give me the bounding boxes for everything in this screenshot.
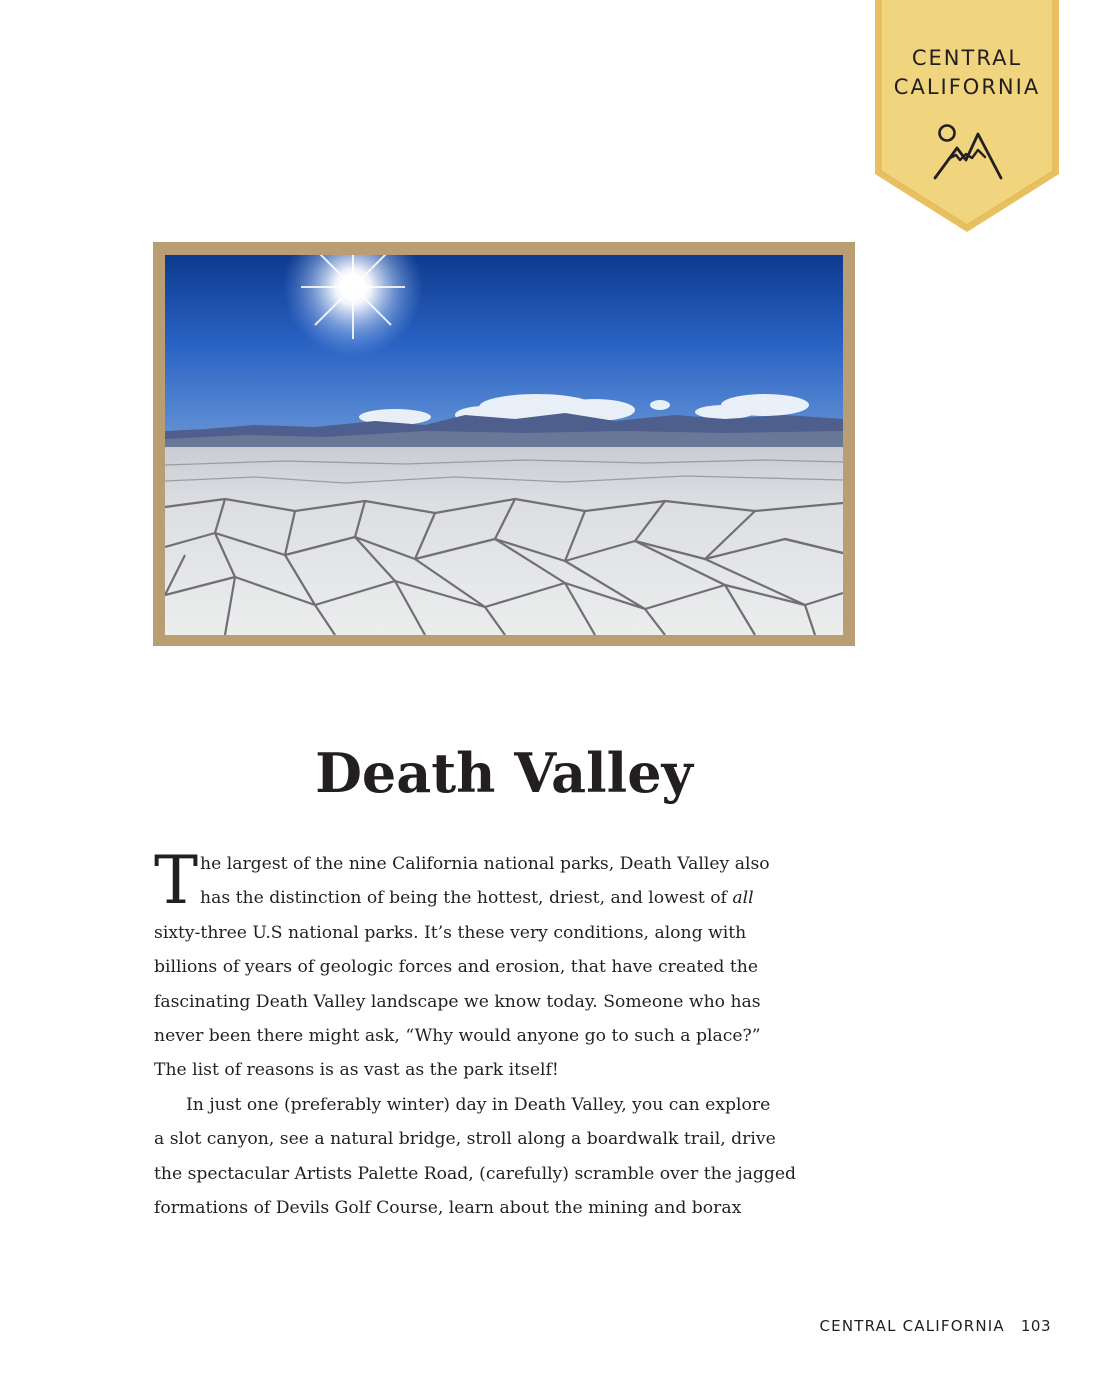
page-footer — [819, 1317, 1051, 1335]
text-line-start: has the distinction of being the hottest, driest, and lowest of — [200, 888, 733, 909]
death-valley-salt-flats-photo — [165, 255, 843, 635]
paragraph-2 — [154, 1088, 854, 1226]
text-line: sixty-three U.S national parks. It’s these very conditions, along with — [154, 922, 747, 943]
text-line: formations of Devils Golf Course, learn about the mining and borax — [154, 1198, 742, 1219]
text-line: never been there might ask, “Why would anyone go to such a place?” — [154, 1026, 761, 1047]
text-line: a slot canyon, see a natural bridge, stroll along a boardwalk trail, drive — [154, 1129, 776, 1150]
banner-line-2: CALIFORNIA — [893, 75, 1041, 99]
photo-frame — [153, 242, 855, 646]
text-line: fascinating Death Valley landscape we know today. Someone who has — [154, 991, 761, 1012]
text-line: billions of years of geologic forces and erosion, that have created the — [154, 957, 759, 978]
banner-ribbon — [875, 0, 1059, 234]
footer-section: CENTRAL CALIFORNIA — [819, 1317, 1005, 1335]
banner-label — [875, 44, 1059, 102]
text-line: The list of reasons is as vast as the park itself! — [154, 1060, 559, 1081]
article-body — [154, 842, 854, 1225]
mountains-sun-icon — [933, 120, 1003, 182]
article-title: Death Valley — [315, 741, 693, 805]
paragraph-1 — [154, 842, 854, 1088]
drop-cap: T — [154, 842, 199, 919]
text-line: In just one (preferably winter) day in Death Valley, you can explore — [186, 1094, 771, 1115]
page-number: 103 — [1020, 1317, 1051, 1335]
text-line — [154, 881, 854, 915]
region-banner — [875, 0, 1059, 234]
banner-line-1: CENTRAL — [911, 46, 1023, 70]
emphasis-text: all — [732, 888, 754, 909]
text-line: the spectacular Artists Palette Road, (carefully) scramble over the jagged — [154, 1163, 797, 1184]
text-line: he largest of the nine California national parks, Death Valley also — [200, 854, 770, 874]
